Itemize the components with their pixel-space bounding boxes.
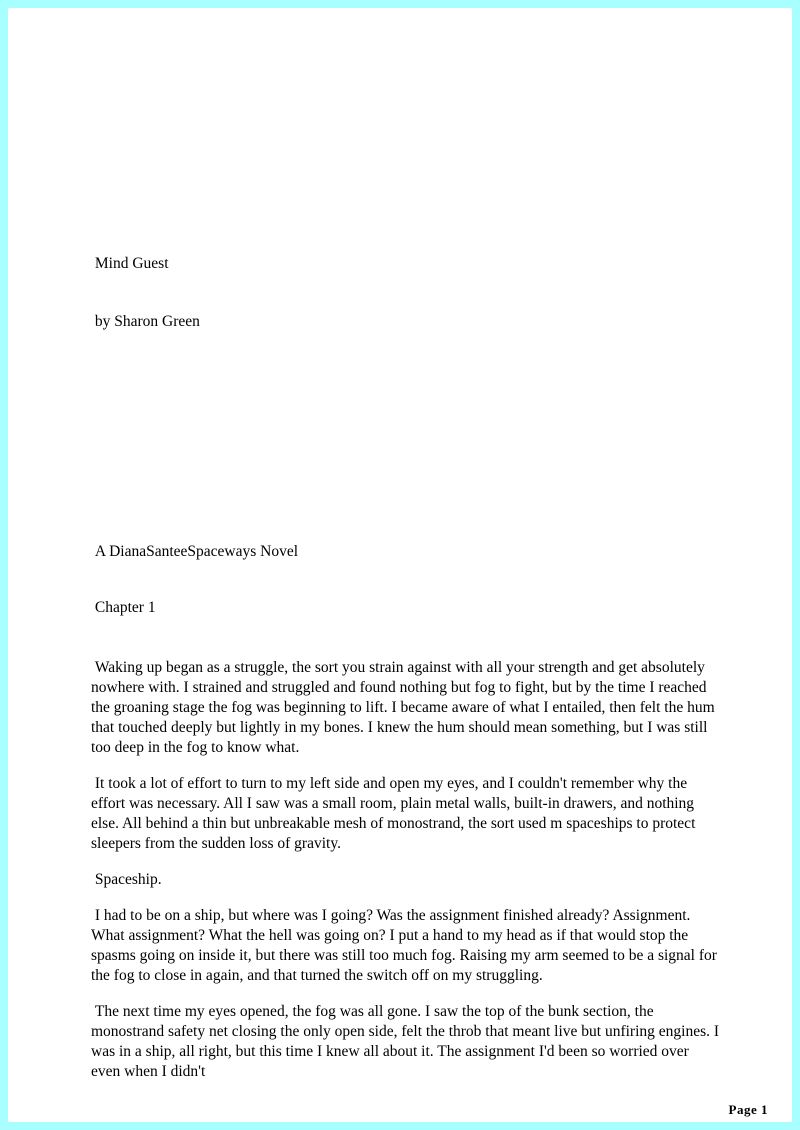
page-number: Page 1 bbox=[728, 1102, 768, 1117]
paragraph: The next time my eyes opened, the fog was all gone. I saw the top of the bunk section, the monostrand safety net closing the only open side, felt the throb that meant live but unfiring engines. I was in a ship, all right, but this time I knew all about it. The assignment I'd been so worried over even when I didn't bbox=[91, 1003, 723, 1080]
body-text bbox=[91, 658, 721, 1098]
book-title: Mind Guest bbox=[91, 255, 169, 272]
book-author: by Sharon Green bbox=[91, 313, 200, 330]
paragraph: Waking up began as a struggle, the sort you strain against with all your strength and get absolutely nowhere with. I strained and struggled and found nothing but fog to fight, but by the time I reached the groaning stage the fog was beginning to lift. I became aware of what I entailed, then felt the hum that touched deeply but lightly in my bones. I knew the hum should mean something, but I was still too deep in the fog to know what. bbox=[91, 659, 719, 756]
paragraph: Spaceship. bbox=[91, 871, 162, 888]
paragraph: I had to be on a ship, but where was I going? Was the assignment finished already? Assignment. What assignment? What the hell was going on? I put a hand to my head as if that would stop the spasms going on inside it, but there was still too much fog. Raising my arm seemed to be a signal for the fog to close in again, and that turned the switch off on my struggling. bbox=[91, 907, 721, 984]
paragraph: It took a lot of effort to turn to my left side and open my eyes, and I couldn't remember why the effort was necessary. All I saw was a small room, plain metal walls, built-in drawers, and nothing else. All behind a thin but unbreakable mesh of monostrand, the sort used m spaceships to protect sleepers from the sudden loss of gravity. bbox=[91, 775, 700, 852]
chapter-heading: Chapter 1 bbox=[91, 599, 156, 616]
book-series-line: A DianaSanteeSpaceways Novel bbox=[91, 543, 299, 560]
